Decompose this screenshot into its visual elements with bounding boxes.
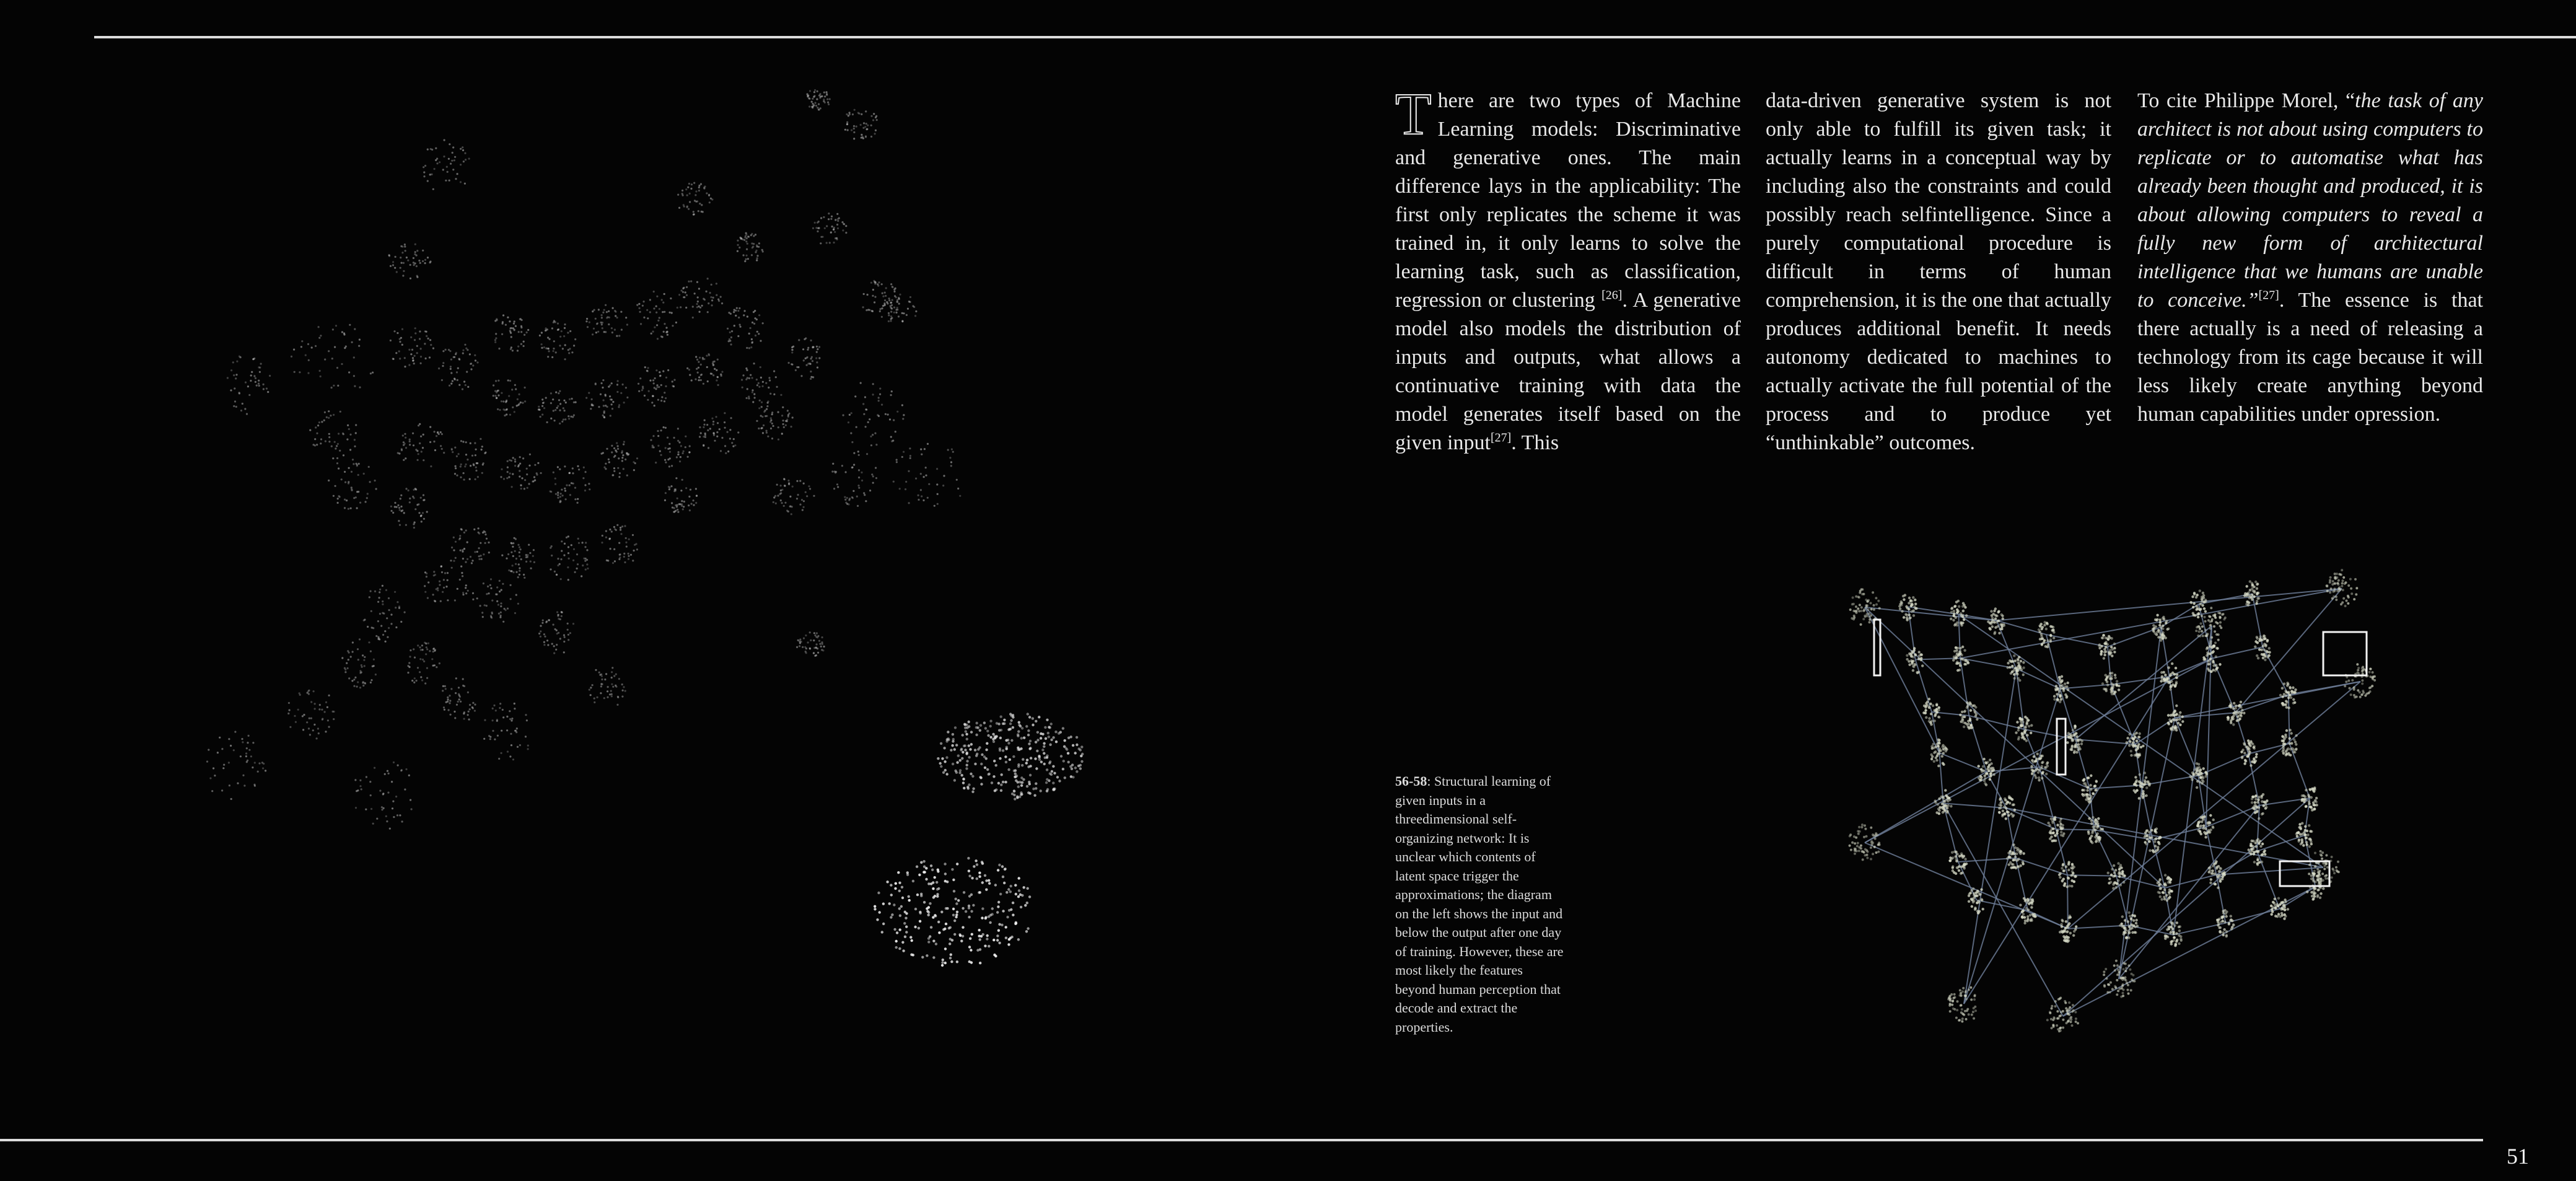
point-cloud (1930, 739, 1948, 768)
body-column-3 (2137, 87, 2483, 429)
point-cloud (206, 731, 266, 801)
point-cloud (737, 232, 764, 263)
point-cloud (442, 677, 476, 720)
architecture-element (2057, 719, 2066, 775)
point-cloud (309, 410, 357, 459)
point-cloud (363, 585, 406, 643)
point-cloud (390, 327, 434, 367)
point-cloud (2344, 663, 2376, 698)
caption-text: : Structural learning of given inputs in a threedimensional self-organizing network: It is unclear which contents of latent space trigger the approximations; the diagram on the left shows the input and below the output after one day of training. However, these are most likely the features beyond human perception that decode and extract the properties. (1395, 773, 1564, 1035)
point-cloud (424, 560, 469, 602)
architecture-element (2323, 632, 2367, 675)
point-cloud (1987, 607, 2005, 634)
point-cloud (2006, 843, 2025, 869)
point-cloud (1998, 795, 2016, 820)
body-column-2 (1766, 87, 2111, 457)
point-cloud (388, 244, 432, 279)
point-cloud (636, 291, 678, 340)
top-rule (94, 36, 2576, 38)
point-cloud (664, 477, 698, 513)
point-cloud (727, 307, 764, 349)
page-number: 51 (2507, 1144, 2529, 1169)
point-cloud (844, 109, 878, 140)
col1-text-b: . A generative model also models the distribution of inputs and outputs, what allows a continuative training with data the model generates itself based on the given input (1395, 289, 1741, 454)
reference-26: [26] (1601, 288, 1623, 302)
point-cloud (807, 89, 831, 111)
point-cloud (451, 527, 490, 564)
point-cloud (423, 139, 470, 190)
point-cloud (2126, 732, 2145, 758)
point-cloud (494, 314, 530, 351)
point-cloud (773, 478, 815, 515)
point-cloud (699, 412, 739, 454)
point-cloud (637, 366, 676, 406)
network-edges (1865, 589, 2360, 1016)
point-cloud (812, 213, 848, 244)
point-cloud (549, 465, 590, 504)
point-cloud (686, 353, 724, 386)
point-cloud (397, 423, 445, 467)
point-cloud (650, 426, 690, 468)
point-cloud (538, 611, 574, 654)
point-cloud (328, 459, 377, 510)
point-cloud (483, 703, 529, 761)
point-cloud (407, 642, 440, 685)
point-cloud (539, 320, 577, 360)
point-cloud (287, 690, 335, 740)
col3-text-a: To cite Philippe Morel, “ (2137, 89, 2355, 112)
point-cloud (589, 667, 626, 706)
point-cloud (678, 278, 723, 318)
point-cloud (493, 379, 527, 416)
point-cloud (601, 441, 639, 478)
point-cloud (741, 362, 782, 409)
point-cloud (937, 713, 1084, 801)
point-cloud (1906, 647, 1924, 674)
reference-27-b: [27] (2258, 288, 2279, 302)
point-cloud (874, 857, 1031, 967)
point-cloud (677, 182, 713, 216)
col1-text-a: here are two types of Machine Learning models: Discriminative and generative ones. The main difference lays in the applicability: The first only replicates the scheme it was trained in, it only learns to solve the learning task, such as classification, regression or clustering (1395, 89, 1741, 312)
point-cloud (2101, 672, 2121, 695)
point-cloud (1898, 594, 1918, 621)
point-cloud (341, 638, 377, 688)
col2-text: data-driven generative system is not only able to fulfill its given task; it actually learns in a conceptual way by including also the constraints and could possibly reach selfintelligence. Since a purely computational procedure is difficult in terms of human comprehension, it is the one that actually produces additional benefit. It needs autonomy dedicated to machines to actually activate the full potential of the process and to produce yet “unthinkable” outcomes. (1766, 89, 2112, 454)
point-cloud (2295, 822, 2313, 848)
point-cloud (291, 324, 374, 389)
point-cloud (879, 294, 918, 323)
col1-text-c: . This (1511, 431, 1559, 454)
point-cloud (2248, 838, 2267, 866)
caption-label: 56-58 (1395, 773, 1427, 789)
figure-caption (1395, 772, 1564, 1037)
latent-space-scatter-figure (186, 74, 1152, 1029)
point-cloud (354, 762, 412, 830)
point-cloud (796, 631, 825, 657)
point-cloud (472, 578, 519, 623)
morel-quote: the task of any architect is not about using computers to replicate or to automatise what has already been thought and produced, it is about allowing computers to reveal a fully new form of architectural intelligence that we humans are unable to conceive.” (2137, 89, 2483, 312)
self-organizing-network-figure (1828, 558, 2385, 1053)
point-cloud (451, 438, 487, 481)
point-cloud (831, 450, 877, 507)
point-cloud (538, 390, 577, 425)
point-cloud (2208, 860, 2226, 889)
point-cloud (788, 337, 821, 380)
point-cloud (2240, 739, 2258, 767)
point-cloud (893, 443, 962, 507)
point-cloud (227, 356, 271, 415)
col3-text-b: . The essence is that there actually is a need of releasing a technology from its cage because it will less likely create anything beyond human capabilities under opression. (2137, 289, 2483, 426)
point-cloud (843, 382, 905, 447)
point-cloud (390, 488, 428, 529)
point-cloud (2152, 614, 2170, 642)
point-cloud (585, 379, 628, 418)
reference-27: [27] (1490, 431, 1512, 445)
point-cloud (585, 304, 628, 337)
point-cloud (550, 535, 589, 581)
point-cloud (2251, 793, 2269, 820)
point-cloud (2098, 634, 2116, 660)
point-cloud (501, 537, 535, 579)
architecture-element (1874, 620, 1880, 675)
body-column-1 (1395, 81, 1741, 457)
point-cloud (2053, 675, 2070, 703)
drop-cap: T (1395, 81, 1432, 147)
point-cloud (500, 454, 541, 490)
point-cloud (1952, 646, 1969, 672)
point-cloud (2019, 897, 2037, 924)
point-cloud (438, 344, 479, 390)
point-cloud (756, 406, 793, 441)
bottom-rule (0, 1139, 2483, 1141)
point-cloud (1947, 986, 1977, 1023)
point-cloud (601, 524, 638, 564)
